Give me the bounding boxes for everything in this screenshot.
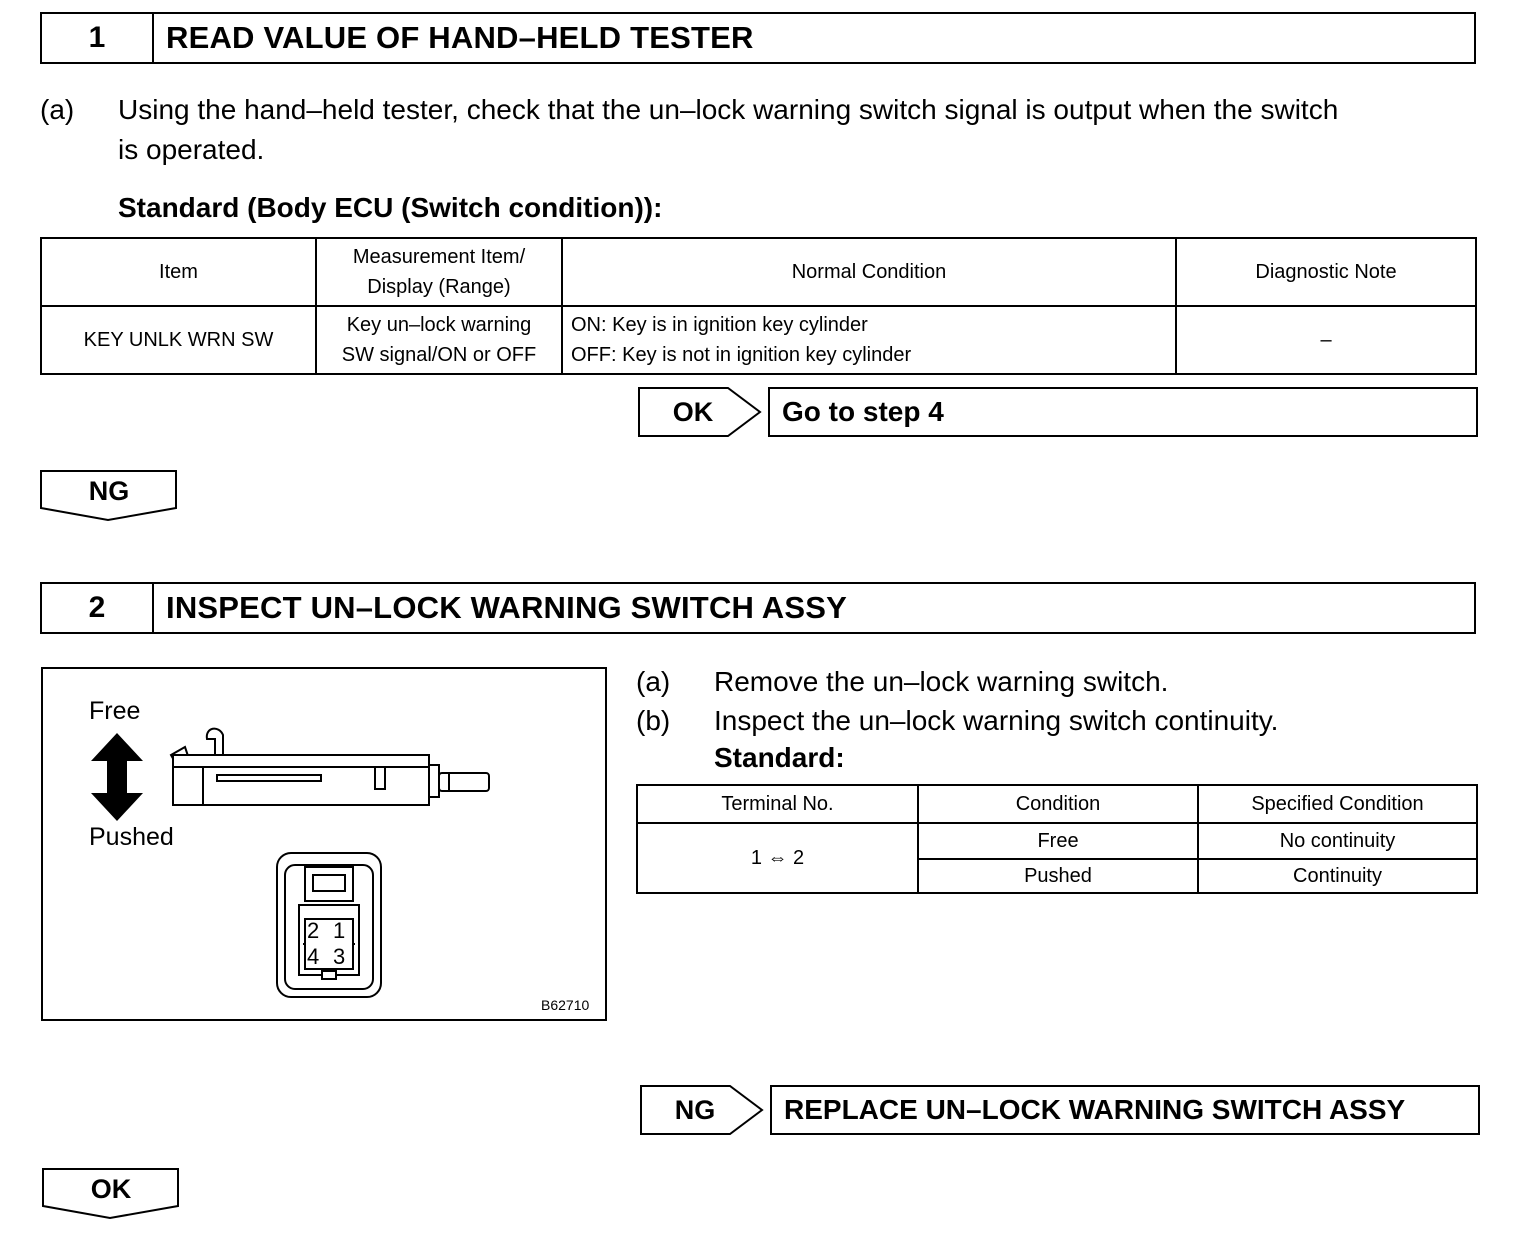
header-normal-condition: Normal Condition xyxy=(562,238,1176,306)
step-1-ng-down-tag xyxy=(40,470,178,522)
cell-condition-pushed: Pushed xyxy=(918,859,1198,893)
ok-arrow-tag xyxy=(638,387,762,437)
step-title: INSPECT UN–LOCK WARNING SWITCH ASSY xyxy=(166,590,847,625)
terminal-4: 4 xyxy=(307,944,320,969)
standard-label: Standard: xyxy=(714,742,845,773)
cell-condition-free: Free xyxy=(918,823,1198,859)
paragraph-text: Inspect the un–lock warning switch continuity. xyxy=(714,705,1279,736)
connector-icon xyxy=(277,853,381,997)
cell-specified-pushed: Continuity xyxy=(1198,859,1477,893)
continuity-table xyxy=(636,784,1478,894)
step-2-ok-down-tag xyxy=(42,1168,180,1220)
ng-tag-label: NG xyxy=(674,1094,716,1125)
step-1-ok-result xyxy=(638,387,1478,437)
paragraph-text: Remove the un–lock warning switch. xyxy=(714,666,1169,697)
step-number: 2 xyxy=(42,584,154,632)
ng-action-box: REPLACE UN–LOCK WARNING SWITCH ASSY xyxy=(770,1085,1480,1135)
header-condition: Condition xyxy=(918,785,1198,823)
header-item: Item xyxy=(41,238,316,306)
double-arrow-icon xyxy=(91,733,143,821)
step-1-paragraph-a xyxy=(40,90,1480,172)
ok-action-box: Go to step 4 xyxy=(768,387,1478,437)
figure-code: B62710 xyxy=(541,997,590,1013)
step-1-header xyxy=(40,12,1476,64)
pushed-label: Pushed xyxy=(89,823,174,851)
cell-normal-line-2: OFF: Key is not in ignition key cylinder xyxy=(571,344,912,366)
ng-tag-label: NG xyxy=(88,476,130,506)
header-terminal-no: Terminal No. xyxy=(637,785,918,823)
cell-normal-line-1: ON: Key is in ignition key cylinder xyxy=(571,314,868,336)
ok-tag-label: OK xyxy=(90,1174,132,1204)
terminal-2: 2 xyxy=(307,918,320,943)
step-2-paragraph-b xyxy=(636,701,1486,741)
header-diagnostic-note: Diagnostic Note xyxy=(1176,238,1476,306)
switch-drawing xyxy=(43,669,609,1023)
paragraph-label: (a) xyxy=(40,94,75,125)
standard-label: Standard (Body ECU (Switch condition)): xyxy=(118,192,663,223)
cell-item: KEY UNLK WRN SW xyxy=(41,306,316,374)
free-label: Free xyxy=(89,697,141,725)
paragraph-text-line-2: is operated. xyxy=(118,134,265,165)
ok-tag-label: OK xyxy=(672,396,714,427)
cell-normal-condition xyxy=(562,306,1176,374)
step-title: READ VALUE OF HAND–HELD TESTER xyxy=(166,20,754,55)
header-measurement-line-1: Measurement Item/ xyxy=(352,246,526,268)
step-2-header xyxy=(40,582,1476,634)
paragraph-label: (a) xyxy=(636,666,671,697)
terminal-1: 1 xyxy=(333,918,346,943)
cell-specified-free: No continuity xyxy=(1198,823,1477,859)
switch-body-icon xyxy=(171,729,489,805)
header-measurement-line-2: Display (Range) xyxy=(367,276,511,298)
cell-terminal: 1 ⇔ 2 xyxy=(637,823,918,893)
cell-measurement-line-2: SW signal/ON or OFF xyxy=(341,344,537,366)
cell-measurement-item xyxy=(316,306,562,374)
cell-diagnostic-note: – xyxy=(1176,306,1476,374)
header-specified-condition: Specified Condition xyxy=(1198,785,1477,823)
switch-illustration xyxy=(41,667,607,1021)
header-measurement-item xyxy=(316,238,562,306)
paragraph-label: (b) xyxy=(636,705,671,736)
step-2-paragraph-a xyxy=(636,662,1486,702)
body-ecu-data-table xyxy=(40,237,1477,375)
cell-measurement-line-1: Key un–lock warning xyxy=(346,314,532,336)
step-number: 1 xyxy=(42,14,154,62)
step-2-ng-result xyxy=(640,1085,1480,1135)
terminal-3: 3 xyxy=(333,944,346,969)
ng-arrow-tag xyxy=(640,1085,764,1135)
paragraph-text-line-1: Using the hand–held tester, check that the un–lock warning switch signal is output when the switch xyxy=(118,94,1339,125)
